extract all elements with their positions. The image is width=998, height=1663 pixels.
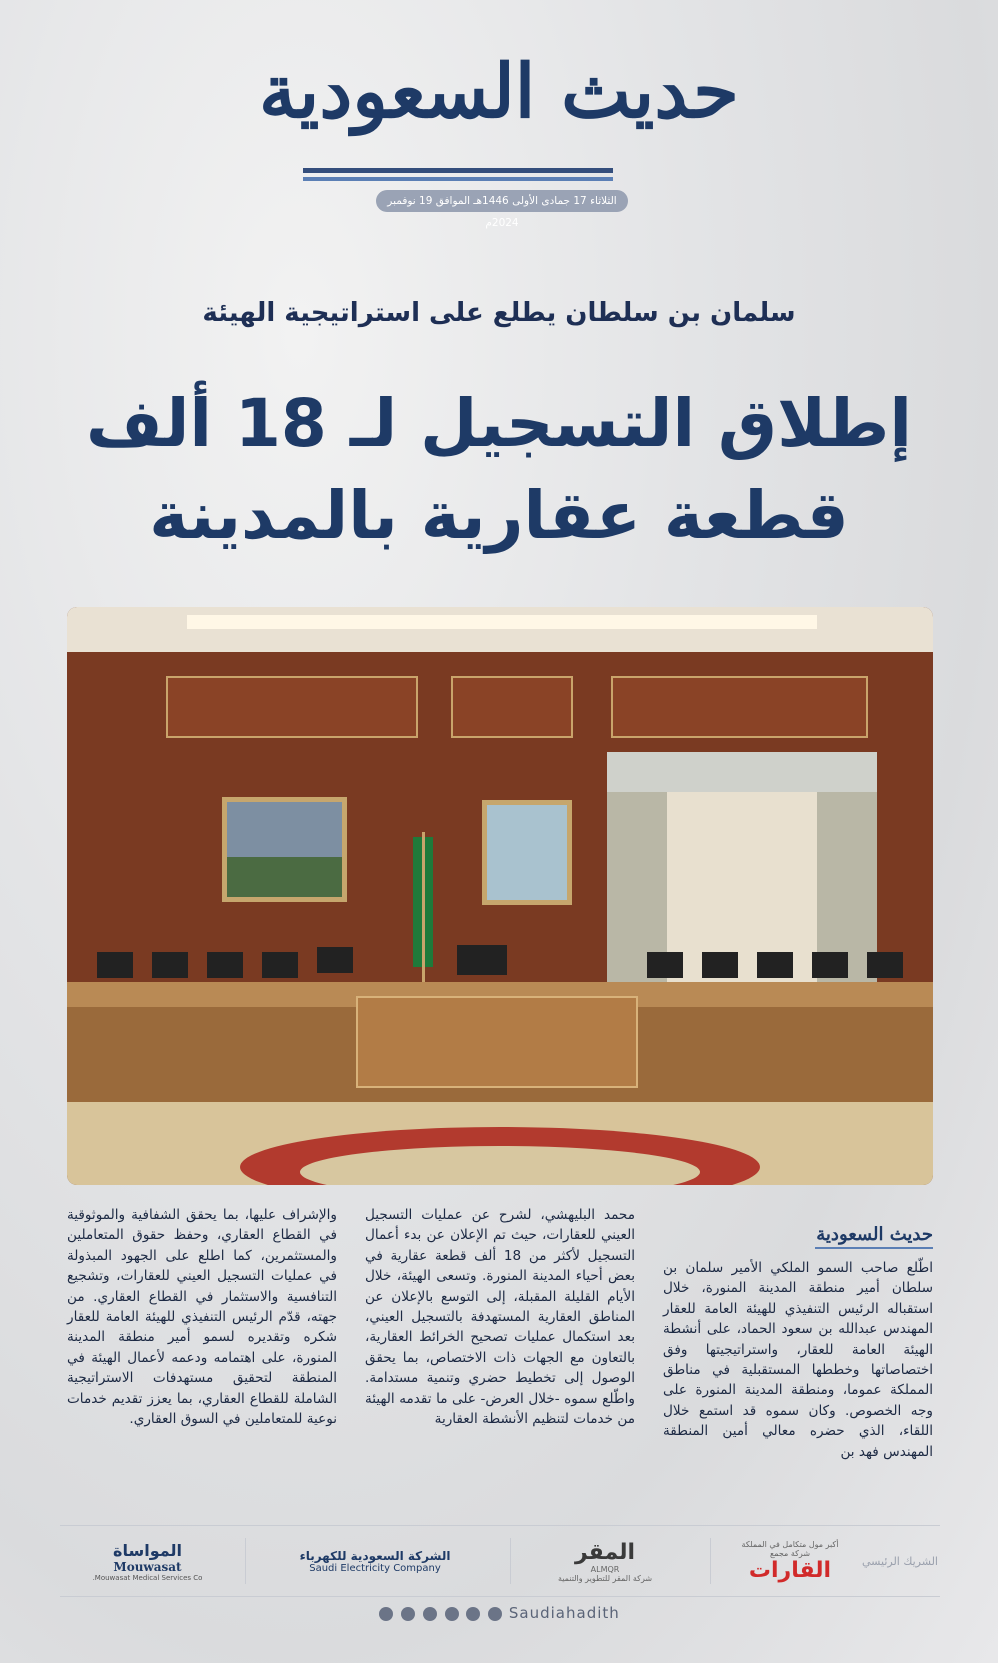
tiktok-icon[interactable] xyxy=(466,1607,480,1621)
instagram-icon[interactable] xyxy=(401,1607,415,1621)
youtube-icon[interactable] xyxy=(488,1607,502,1621)
masthead-logo: حديث السعودية xyxy=(259,49,739,135)
sponsor-sec: الشركة السعودية للكهرباء Saudi Electricity Company xyxy=(299,1548,451,1574)
social-handle[interactable]: Saudiahadith xyxy=(508,1604,620,1622)
article-column-right: اطّلع صاحب السمو الملكي الأمير سلمان بن سلطان أمير منطقة المدينة المنورة، خلال استقباله الرئيس التنفيذي للهيئة العامة للعقار المهندس عبدالله بن سعود الحماد، على أنشطة الهيئة العامة للعقار، واستراتيجيتها وفق اختصاصاتها وخططها المستقبلية في مناطق المملكة عموما، ومنطقة المدينة المنورة على وجه الخصوص. وكان سموه قد استمع خلال اللقاء، الذي حضره معالي أمين المنطقة المهندس فهد بن xyxy=(663,1260,933,1460)
article-kicker: سلمان بن سلطان يطلع على استراتيجية الهيئة xyxy=(202,298,796,328)
meeting-photo xyxy=(67,607,933,1185)
byline-logo: حديث السعودية xyxy=(815,1224,933,1249)
sponsor-almaqar: المقر ALMQR شركة المقر للتطوير والتنمية xyxy=(557,1539,653,1583)
issue-date: الثلاثاء 17 جمادى الأولى 1446هـ الموافق 19 نوفمبر 2024م xyxy=(376,190,628,212)
sponsors-footer xyxy=(60,1525,940,1597)
x-icon[interactable] xyxy=(423,1607,437,1621)
headline-line-1: إطلاق التسجيل لـ 18 ألف xyxy=(86,385,912,462)
masthead xyxy=(0,49,998,135)
main-sponsor-label-box xyxy=(860,1534,940,1588)
headline-line-2: قطعة عقارية بالمدينة xyxy=(149,477,849,555)
logo-underline xyxy=(303,168,613,185)
social-handles xyxy=(0,1604,998,1622)
facebook-icon[interactable] xyxy=(445,1607,459,1621)
main-sponsor-label: الشريك الرئيسي xyxy=(862,1554,938,1568)
sponsor-mouwasat: المواساة Mouwasat Mouwasat Medical Services Co. xyxy=(92,1540,203,1582)
snapchat-icon[interactable] xyxy=(379,1607,393,1621)
sponsor-alqarat: أكبر مول متكامل في المملكة شركة مجمع القارات xyxy=(741,1539,839,1583)
article-column-middle: محمد البليهشي، لشرح عن عمليات التسجيل العيني للعقارات، حيث تم الإعلان عن بدء أعمال التسجيل لأكثر من 18 ألف قطعة عقارية في بعض أحياء المدينة المنورة. وتسعى الهيئة، خلال الأيام القليلة المقبلة، إلى التوسع بالإعلان عن المناطق العقارية المستهدفة بالتسجيل العيني، بعد استكمال عمليات تصحيح الخرائط العقارية، بالتعاون مع الجهات ذات الاختصاص، بما يحقق الوصول إلى تخطيط حضري وتنمية مستدامة. واطّلع سموه -خلال العرض- على ما تقدمه الهيئة من خدمات لتنظيم الأنشطة العقارية xyxy=(365,1207,635,1428)
article-column-left: والإشراف عليها، بما يحقق الشفافية والموثوقية في القطاع العقاري، وحفظ حقوق المتعاملين والمستثمرين، كما اطلع على الجهود المبذولة في عمليات التسجيل العيني للعقارات، وتشجيع التنافسية والاستثمار في القطاع العقاري. من جهته، قدّم الرئيس التنفيذي للهيئة العامة للعقار شكره وتقديره لسمو أمير منطقة المدينة المنورة، على اهتمامه ودعمه لأعمال الهيئة في المنطقة لتحقيق مستهدفات الاستراتيجية الشاملة للقطاع العقاري، بما يعزز تقديم خدمات نوعية للمتعاملين في السوق العقاري. xyxy=(67,1207,337,1428)
article-headline xyxy=(0,378,998,563)
